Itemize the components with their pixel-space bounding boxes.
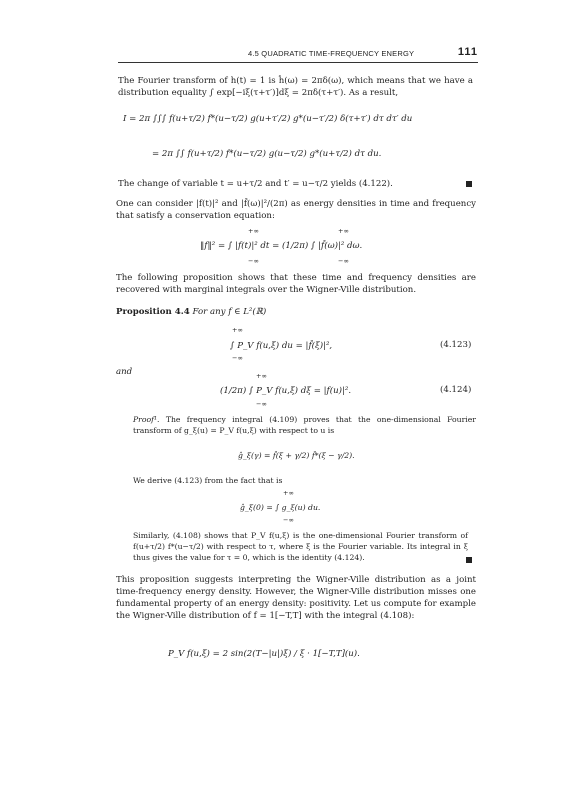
proof-text-1 [133,414,476,436]
marginal-paragraph: The following proposition shows that these time and frequency densities are recovered with marginal integrals over the Wigner-Ville distribution. [116,273,476,295]
proof-equation-g0: ĝ_ξ(0) = ∫ g_ξ(u) du. [240,503,321,512]
limit-lower: −∞ [232,354,243,362]
final-equation: P_V f(u,ξ) = 2 sin(2(T−|u|)ξ) / ξ · 1[−T,T](u). [168,649,360,659]
conservation-paragraph: One can consider |f(t)|² and |f̂(ω)|²/(2π) as energy densities in time and frequency that satisfy a conservation equation: [116,199,476,221]
limit-upper: +∞ [283,489,294,497]
proof-sentence-1: The frequency integral (4.109) proves that the one-dimensional Fourier transform of g_ξ(u) = P_V f(u,ξ) with respect to u is [133,415,476,435]
proposition-label: Proposition 4.4 [116,307,190,317]
proposition-heading [116,306,476,318]
equation-I-line2: = 2π ∫∫ f(u+τ/2) f*(u−τ/2) g(u−τ/2) g*(u+τ/2) dτ du. [152,149,382,159]
section-title: 4.5 QUADRATIC TIME-FREQUENCY ENERGY [248,49,415,58]
limit-upper: +∞ [256,372,267,380]
proof-text-2: We derive (4.123) from the fact that is [133,476,283,485]
proposition-equation-1: ∫ P_V f(u,ξ) du = |f̂(ξ)|², [230,341,333,351]
limit-lower: −∞ [256,400,267,408]
limit-upper: +∞ [248,227,259,235]
page-number: 111 [457,46,478,58]
proof-equation-g-hat: ĝ_ξ(γ) = f̂(ξ + γ/2) f̂*(ξ − γ/2). [238,451,355,460]
limit-upper: +∞ [232,326,243,334]
equation-number-4124: (4.124) [440,385,472,395]
proposition-equation-2: (1/2π) ∫ P_V f(u,ξ) dξ = |f(u)|². [220,386,352,396]
running-header [118,40,478,63]
limit-lower: −∞ [248,257,259,265]
proof-text-3: Similarly, (4.108) shows that P_V f(u,ξ) is the one-dimensional Fourier transform of f(u+τ/2) f*(u−τ/2) with respect to τ, where ξ is the Fourier variable. Its integral in ξ thus gives the value for τ = 0, which is the identity (4.124). [133,531,468,562]
limit-lower: −∞ [338,257,349,265]
proposition-statement: For any f ∈ L²(ℝ) [192,307,267,317]
proof-label: Proof¹. [133,415,160,424]
limit-lower: −∞ [283,516,294,524]
conservation-equation: ‖f‖² = ∫ |f(t)|² dt = (1/2π) ∫ |f̂(ω)|² dω. [200,241,363,251]
and-word: and [116,367,133,377]
limit-upper: +∞ [338,227,349,235]
qed-square [466,181,472,187]
closing-paragraph: This proposition suggests interpreting the Wigner-Ville distribution as a joint time-frequency energy density. However, the Wigner-Ville distribution misses one fundamental property of an energy density: positivity. Let us compute for example the Wigner-Ville distribution of f = 1[−T,T] with the integral (4.108): [116,575,476,621]
qed-square [466,557,472,563]
equation-I-line1: I = 2π ∫∫∫ f(u+τ/2) f*(u−τ/2) g(u+τ′/2) g*(u−τ′/2) δ(τ+τ′) dτ dτ′ du [123,114,413,124]
equation-number-4123: (4.123) [440,340,472,350]
change-variable-text: The change of variable t = u+τ/2 and t′ = u−τ/2 yields (4.122). [118,179,393,189]
intro-paragraph: The Fourier transform of h(t) = 1 is ĥ(ω) = 2πδ(ω), which means that we have a distribution equality ∫ exp[−iξ(τ+τ′)]dξ = 2πδ(τ+τ′). As a result, [118,76,473,98]
